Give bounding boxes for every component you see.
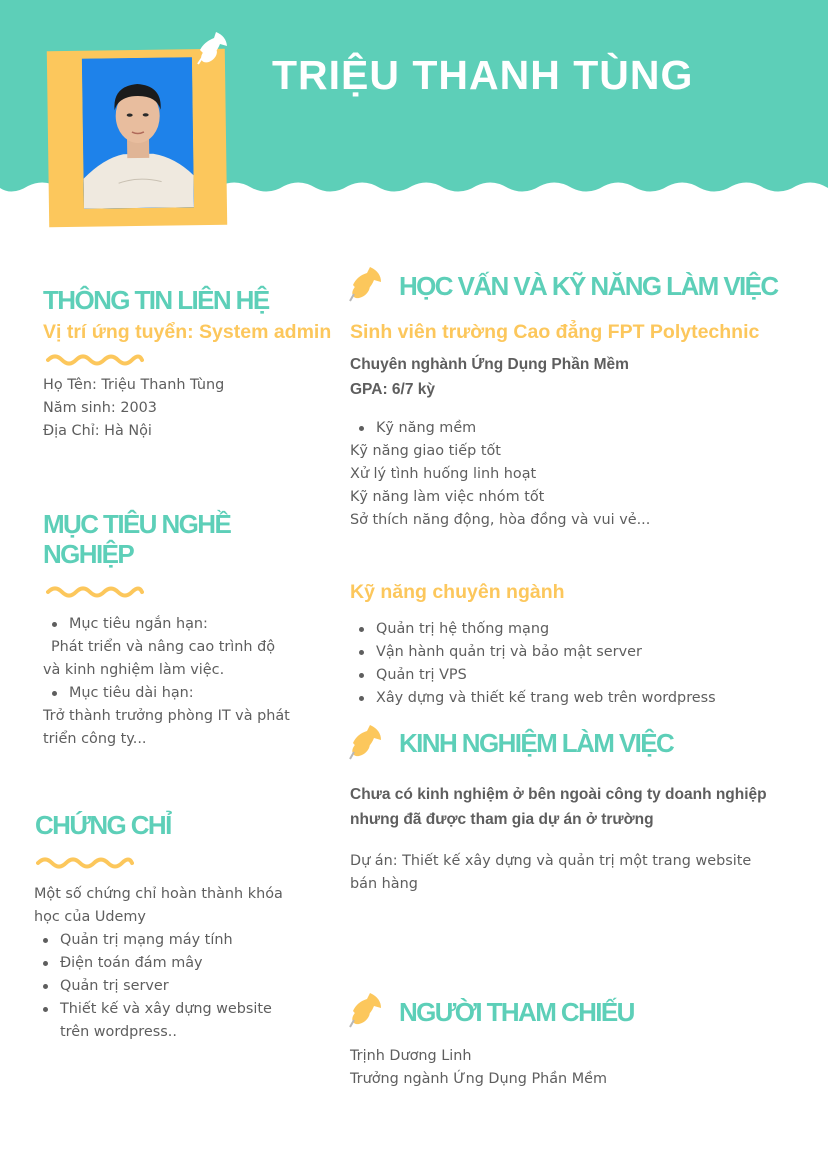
education-school: Sinh viên trường Cao đẳng FPT Polytechnic [350, 321, 760, 343]
education-title: HỌC VẤN VÀ KỸ NĂNG LÀM VIỆC [399, 271, 778, 301]
objective-title-line1: MỤC TIÊU NGHỀ [43, 509, 231, 539]
certificates-intro-line2: học của Udemy [34, 909, 146, 925]
certificates-title: CHỨNG CHỈ [35, 810, 171, 840]
reference-role: Trưởng ngành Ứng Dụng Phần Mềm [350, 1071, 608, 1087]
wave-divider [46, 584, 144, 598]
experience-summary-line2: nhưng đã được tham gia dự án ở trường [350, 811, 654, 828]
soft-skill-item: Kỹ năng giao tiếp tốt [350, 443, 501, 459]
objective-long-line2: triển công ty... [43, 731, 147, 747]
certificate-item: Điện toán đám mây [60, 952, 203, 975]
experience-title: KINH NGHIỆM LÀM VIỆC [399, 728, 674, 758]
contact-fullname: Họ Tên: Triệu Thanh Tùng [43, 377, 225, 393]
contact-birthyear: Năm sinh: 2003 [43, 400, 157, 416]
profile-photo [82, 57, 194, 209]
professional-skills-title: Kỹ năng chuyên ngành [350, 581, 565, 603]
soft-skill-item: Kỹ năng làm việc nhóm tốt [350, 489, 545, 505]
certificates-intro-line1: Một số chứng chỉ hoàn thành khóa [34, 886, 283, 902]
reference-name: Trịnh Dương Linh [350, 1048, 472, 1064]
reference-title: NGƯỜI THAM CHIẾU [399, 997, 634, 1027]
pushpin-icon [348, 990, 384, 1028]
objective-short-line1: Phát triển và nâng cao trình độ [51, 639, 276, 655]
soft-skill-item: Sở thích năng động, hòa đồng và vui vẻ... [350, 512, 651, 528]
experience-project-line1: Dự án: Thiết kế xây dựng và quản trị một trang website [350, 853, 752, 869]
wave-divider [46, 352, 144, 366]
certificate-item: Quản trị server [60, 975, 169, 998]
pushpin-icon [348, 264, 384, 302]
position-applied: Vị trí ứng tuyển: System admin [43, 321, 332, 343]
experience-summary-line1: Chưa có kinh nghiệm ở bên ngoài công ty doanh nghiệp [350, 786, 767, 803]
professional-skill-item: Quản trị VPS [376, 664, 467, 687]
objective-short-label: Mục tiêu ngắn hạn: [69, 613, 208, 636]
certificate-item: Quản trị mạng máy tính [60, 929, 233, 952]
objective-short-line2: và kinh nghiệm làm việc. [43, 662, 225, 678]
objective-long-label: Mục tiêu dài hạn: [69, 682, 194, 705]
professional-skill-item: Quản trị hệ thống mạng [376, 618, 549, 641]
pushpin-icon [196, 30, 230, 70]
experience-project-line2: bán hàng [350, 876, 418, 892]
soft-skills-label: Kỹ năng mềm [376, 417, 476, 440]
professional-skill-item: Vận hành quản trị và bảo mật server [376, 641, 642, 664]
objective-title-line2: NGHIỆP [43, 539, 134, 569]
wave-divider [36, 855, 134, 869]
soft-skill-item: Xử lý tình huống linh hoạt [350, 466, 537, 482]
profile-photo-frame [47, 49, 227, 227]
education-gpa: GPA: 6/7 kỳ [350, 381, 436, 398]
education-major: Chuyên nghành Ứng Dụng Phần Mềm [350, 356, 629, 373]
candidate-name: TRIỆU THANH TÙNG [272, 52, 694, 98]
pushpin-icon [348, 722, 384, 760]
objective-long-line1: Trở thành trưởng phòng IT và phát [43, 708, 290, 724]
professional-skill-item: Xây dựng và thiết kế trang web trên wordpress [376, 687, 716, 710]
contact-address: Địa Chỉ: Hà Nội [43, 423, 152, 439]
certificate-item-continued: trên wordpress.. [60, 1024, 177, 1040]
certificate-item: Thiết kế và xây dựng website [60, 998, 272, 1021]
contact-section-title: THÔNG TIN LIÊN HỆ [43, 285, 269, 315]
